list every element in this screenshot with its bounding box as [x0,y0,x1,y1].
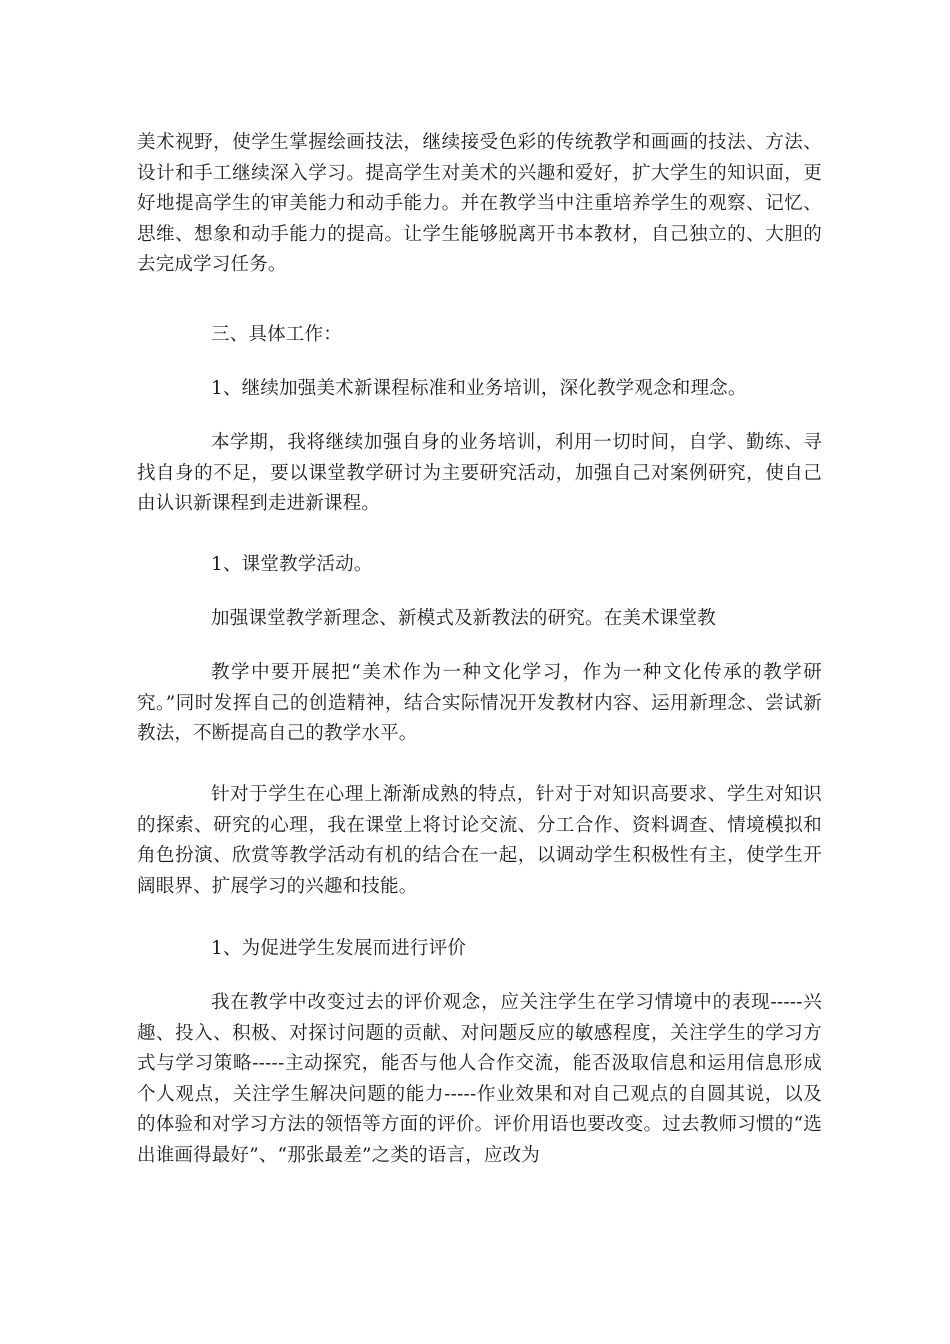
paragraph-self-training: 本学期，我将继续加强自身的业务培训，利用一切时间，自学、勤练、寻找自身的不足，要以课堂教学研讨为主要研究活动，加强自己对案例研究，使自己由认识新课程到走进新课程。 [137,432,822,514]
heading-specific-work: 三、具体工作： [211,324,342,345]
paragraph-evaluation-concept: 我在教学中改变过去的评价观念，应关注学生在学习情境中的表现-----兴趣、投入、积极、对探讨问题的贡献、对问题反应的敏感程度，关注学生的学习方式与学习策略-----主动探究，能否与他人合作交流，能否汲取信息和运用信息形成个人观点，关注学生解决问题的能力-----作业效果和对自己观点的自圆其说，以及的体验和对学习方法的领悟等方面的评价。评价用语也要改变。过去教师习惯的“选出谁画得最好”、“那张最差”之类的语言，应改为 [137,992,822,1166]
paragraph-cultural-learning: 教学中要开展把“美术作为一种文化学习，作为一种文化传承的教学研究。”同时发挥自己的创造精神，结合实际情况开发教材内容、运用新理念、尝试新教法，不断提高自己的教学水平。 [137,662,822,744]
paragraph-new-concepts: 加强课堂教学新理念、新模式及新教法的研究。在美术课堂教 [211,608,716,629]
item-classroom-activity: 1、课堂教学活动。 [211,554,373,575]
paragraph-student-maturity: 针对于学生在心理上渐渐成熟的特点，针对于对知识高要求、学生对知识的探索、研究的心理，我在课堂上将讨论交流、分工合作、资料调查、情境模拟和角色扮演、欣赏等教学活动有机的结合在一起，以调动学生积极性有主，使学生开阔眼界、扩展学习的兴趣和技能。 [137,784,822,897]
item-evaluation: 1、为促进学生发展而进行评价 [211,938,467,959]
item-curriculum-training: 1、继续加强美术新课程标准和业务培训，深化教学观念和理念。 [211,378,747,399]
paragraph-art-vision: 美术视野，使学生掌握绘画技法，继续接受色彩的传统教学和画画的技法、方法、设计和手工继续深入学习。提高学生对美术的兴趣和爱好，扩大学生的知识面，更好地提高学生的审美能力和动手能力。并在教学当中注重培养学生的观察、记忆、思维、想象和动手能力的提高。让学生能够脱离开书本教材，自己独立的、大胆的去完成学习任务。 [137,132,822,275]
